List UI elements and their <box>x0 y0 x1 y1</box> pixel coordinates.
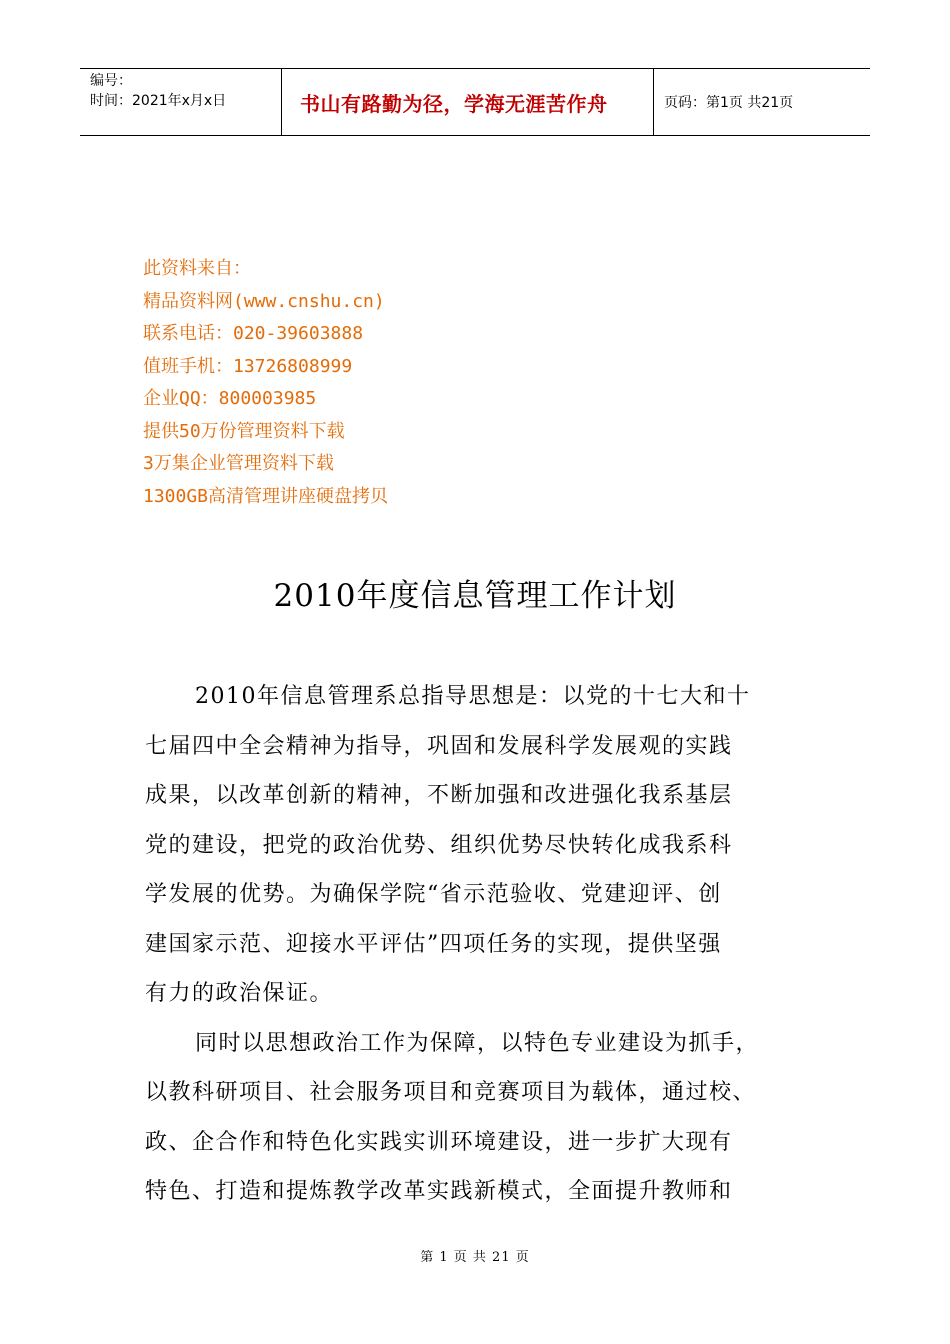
body-line: 以教科研项目、社会服务项目和竞赛项目为载体，通过校、 <box>145 1080 757 1105</box>
header-page-cell <box>654 69 870 135</box>
body-line: 2010年信息管理系总指导思想是：以党的十七大和十 <box>195 684 751 709</box>
body-line: 七届四中全会精神为指导，巩固和发展科学发展观的实践 <box>145 733 733 759</box>
source-line: 3万集企业管理资料下载 <box>143 453 334 474</box>
source-qq: 企业QQ：800003985 <box>143 388 317 409</box>
source-line: 此资料来自： <box>143 258 251 279</box>
motto-text: 书山有路勤为径，学海无涯苦作舟 <box>300 91 608 116</box>
header-motto-cell <box>282 69 654 135</box>
source-website[interactable]: 精品资料网(www.cnshu.cn) <box>143 290 385 312</box>
document-title: 2010年度信息管理工作计划 <box>273 578 677 614</box>
body-line: 党的建设，把党的政治优势、组织优势尽快转化成我系科 <box>145 832 733 858</box>
body-line: 同时以思想政治工作为保障，以特色专业建设为抓手， <box>195 1030 760 1056</box>
source-line: 提供50万份管理资料下载 <box>143 420 345 442</box>
document-body <box>145 672 810 1217</box>
body-line: 成果，以改革创新的精神，不断加强和改进强化我系基层 <box>145 783 733 808</box>
document-header <box>80 68 870 136</box>
body-line: 有力的政治保证。 <box>145 981 334 1006</box>
source-info-block <box>143 253 388 513</box>
body-line: 特色、打造和提炼教学改革实践新模式，全面提升教师和 <box>145 1179 733 1204</box>
number-label: 编号： <box>90 73 132 89</box>
source-line: 1300GB高清管理讲座硬盘拷贝 <box>143 485 389 507</box>
header-meta-cell <box>80 69 282 135</box>
source-mobile: 值班手机：13726808999 <box>143 355 353 377</box>
body-line: 政、企合作和特色化实践实训环境建设，进一步扩大现有 <box>145 1129 733 1155</box>
page-info: 页码：第1页 共21页 <box>664 95 794 111</box>
page-footer: 第 1 页 共 21 页 <box>420 1250 530 1265</box>
body-line: 建国家示范、迎接水平评估”四项任务的实现，提供坚强 <box>145 931 722 957</box>
time-label: 时间：2021年x月x日 <box>90 93 227 109</box>
body-line: 学发展的优势。为确保学院“省示范验收、党建迎评、创 <box>145 882 722 907</box>
source-phone: 联系电话：020-39603888 <box>143 323 364 344</box>
